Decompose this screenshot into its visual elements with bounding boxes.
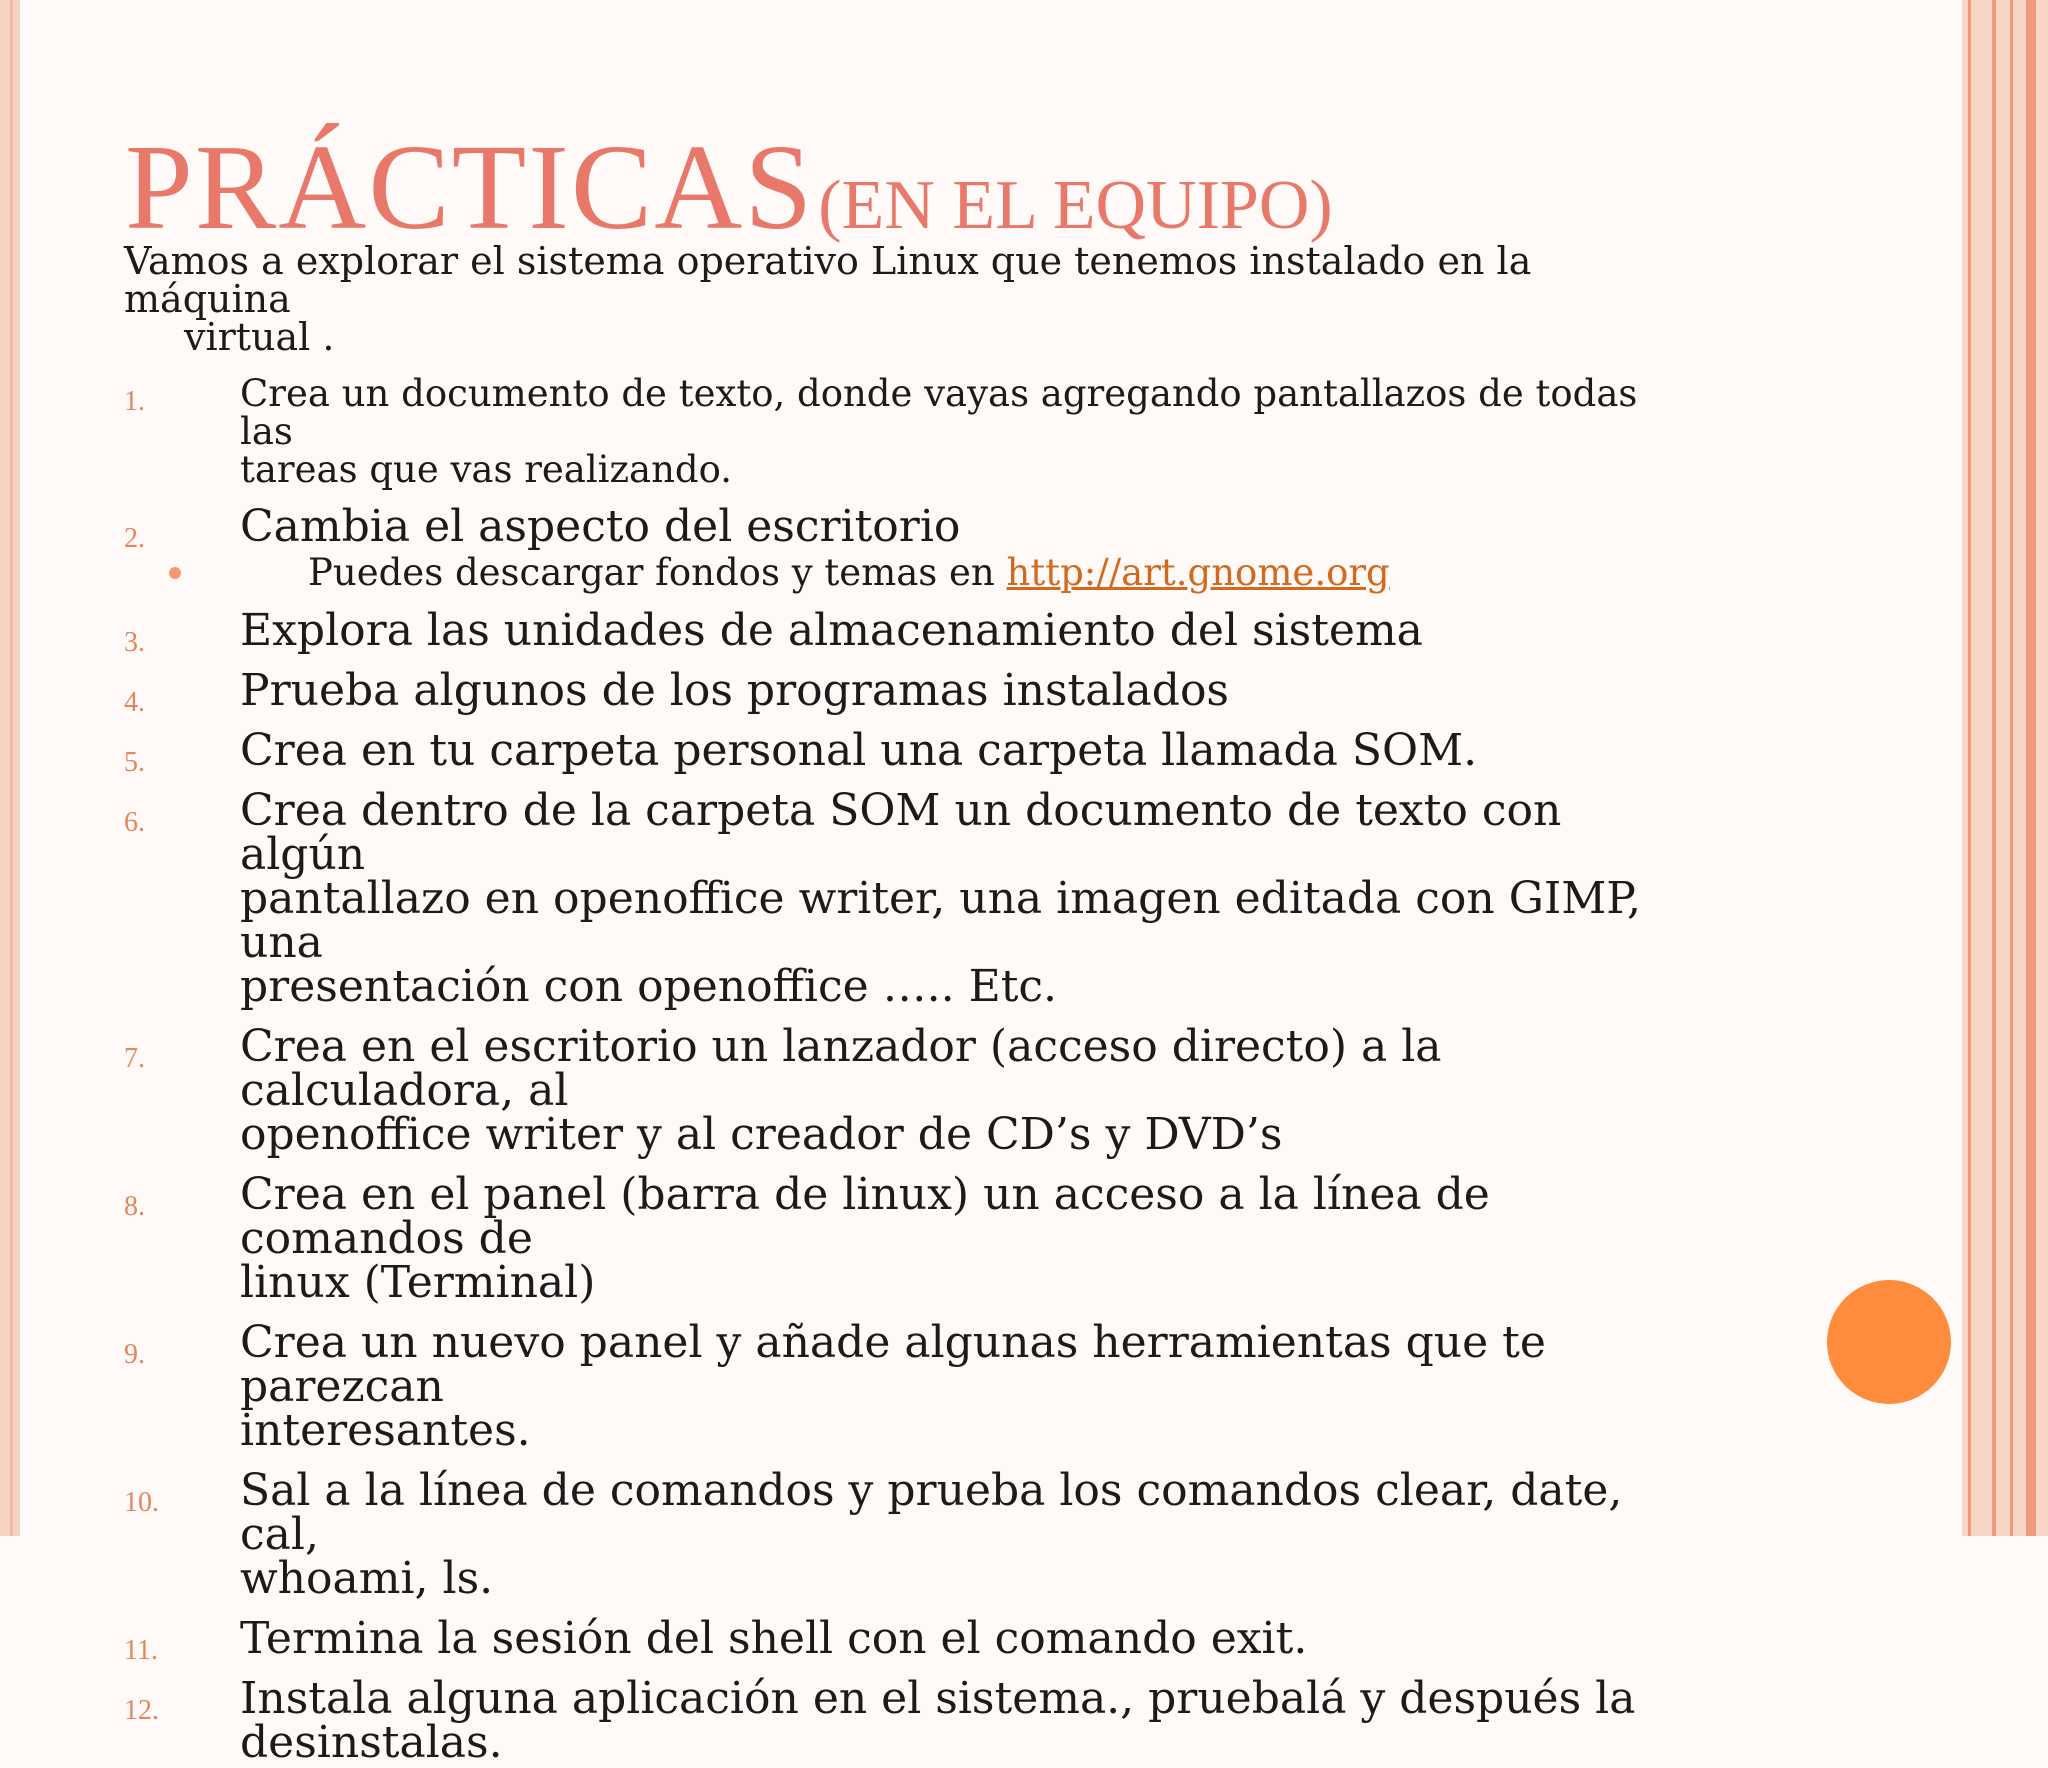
orange-circle-decoration xyxy=(1827,1280,1951,1404)
title-subtitle: (EN EL EQUIPO) xyxy=(818,167,1333,244)
title-main: PRÁCTICAS xyxy=(125,120,815,255)
item-number: 7. xyxy=(124,1043,145,1074)
list-item xyxy=(124,372,1684,491)
right-band-line xyxy=(1992,0,1996,1536)
item-text: Crea en el panel (barra de linux) un acceso a la línea de comandos de xyxy=(240,1169,1490,1264)
item-text: Crea en el escritorio un lanzador (acceso directo) a la calculadora, al xyxy=(240,1021,1442,1116)
item-number: 10. xyxy=(124,1487,159,1518)
intro-line: Vamos a explorar el sistema operativo Linux que tenemos instalado en la máquina xyxy=(124,239,1532,321)
list-item xyxy=(124,785,1684,1012)
item-text: pantallazo en openoffice writer, una imagen editada con GIMP, una xyxy=(240,873,1641,968)
slide-title xyxy=(125,118,1333,258)
task-list xyxy=(124,372,1684,1768)
item-number: 5. xyxy=(124,747,145,778)
art-gnome-link[interactable]: http://art.gnome.org xyxy=(1006,551,1390,594)
item-text: whoami, ls. xyxy=(240,1553,494,1604)
list-item xyxy=(124,1021,1684,1160)
item-number: 2. xyxy=(124,523,145,554)
list-item xyxy=(124,665,1684,718)
sub-item-text: Puedes descargar fondos y temas en xyxy=(308,551,1007,594)
item-text: Sal a la línea de comandos y prueba los comandos clear, date, cal, xyxy=(240,1465,1623,1560)
item-text: Termina la sesión del shell con el comando exit. xyxy=(240,1613,1308,1664)
item-text: Crea un nuevo panel y añade algunas herramientas que te parezcan xyxy=(240,1317,1546,1412)
list-item xyxy=(124,1169,1684,1308)
list-item xyxy=(124,501,1684,594)
item-number: 6. xyxy=(124,807,145,838)
item-number: 3. xyxy=(124,627,145,658)
list-item xyxy=(124,1465,1684,1604)
item-text: desinstalas. xyxy=(240,1717,503,1768)
item-number: 1. xyxy=(124,386,145,417)
item-number: 8. xyxy=(124,1191,145,1222)
item-text: presentación con openoffice ….. Etc. xyxy=(240,961,1058,1012)
item-text: Cambia el aspecto del escritorio xyxy=(240,501,961,552)
slide-body xyxy=(124,239,1684,1768)
item-text: Crea en tu carpeta personal una carpeta llamada SOM. xyxy=(240,725,1478,776)
list-item xyxy=(124,605,1684,658)
list-item xyxy=(124,1317,1684,1456)
bullet-icon xyxy=(169,567,181,579)
right-decorative-band xyxy=(1962,0,2048,1536)
item-text: tareas que vas realizando. xyxy=(240,448,732,491)
item-number: 9. xyxy=(124,1339,145,1370)
intro-paragraph xyxy=(124,239,1684,359)
item-text: Crea dentro de la carpeta SOM un documento de texto con algún xyxy=(240,785,1562,880)
item-number: 11. xyxy=(124,1635,158,1666)
right-band-line xyxy=(2010,0,2013,1536)
list-item xyxy=(124,1613,1684,1666)
right-band-line xyxy=(2026,0,2036,1536)
item-text: Explora las unidades de almacenamiento del sistema xyxy=(240,605,1423,656)
left-border-stripe xyxy=(0,0,20,1536)
item-text: openoffice writer y al creador de CD’s y DVD’s xyxy=(240,1109,1283,1160)
item-text: linux (Terminal) xyxy=(240,1257,596,1308)
list-item xyxy=(124,1673,1684,1768)
item-text: Prueba algunos de los programas instalados xyxy=(240,665,1230,716)
intro-line: virtual . xyxy=(184,315,335,359)
item-text: interesantes. xyxy=(240,1405,531,1456)
item-number: 12. xyxy=(124,1695,159,1726)
item-text: Instala alguna aplicación en el sistema., pruebalá y después la xyxy=(240,1673,1636,1724)
list-item xyxy=(124,725,1684,778)
item-number: 4. xyxy=(124,687,145,718)
sub-list-item xyxy=(240,553,1684,593)
item-text: Crea un documento de texto, donde vayas agregando pantallazos de todas las xyxy=(240,372,1638,453)
right-band-line xyxy=(1968,0,1971,1536)
